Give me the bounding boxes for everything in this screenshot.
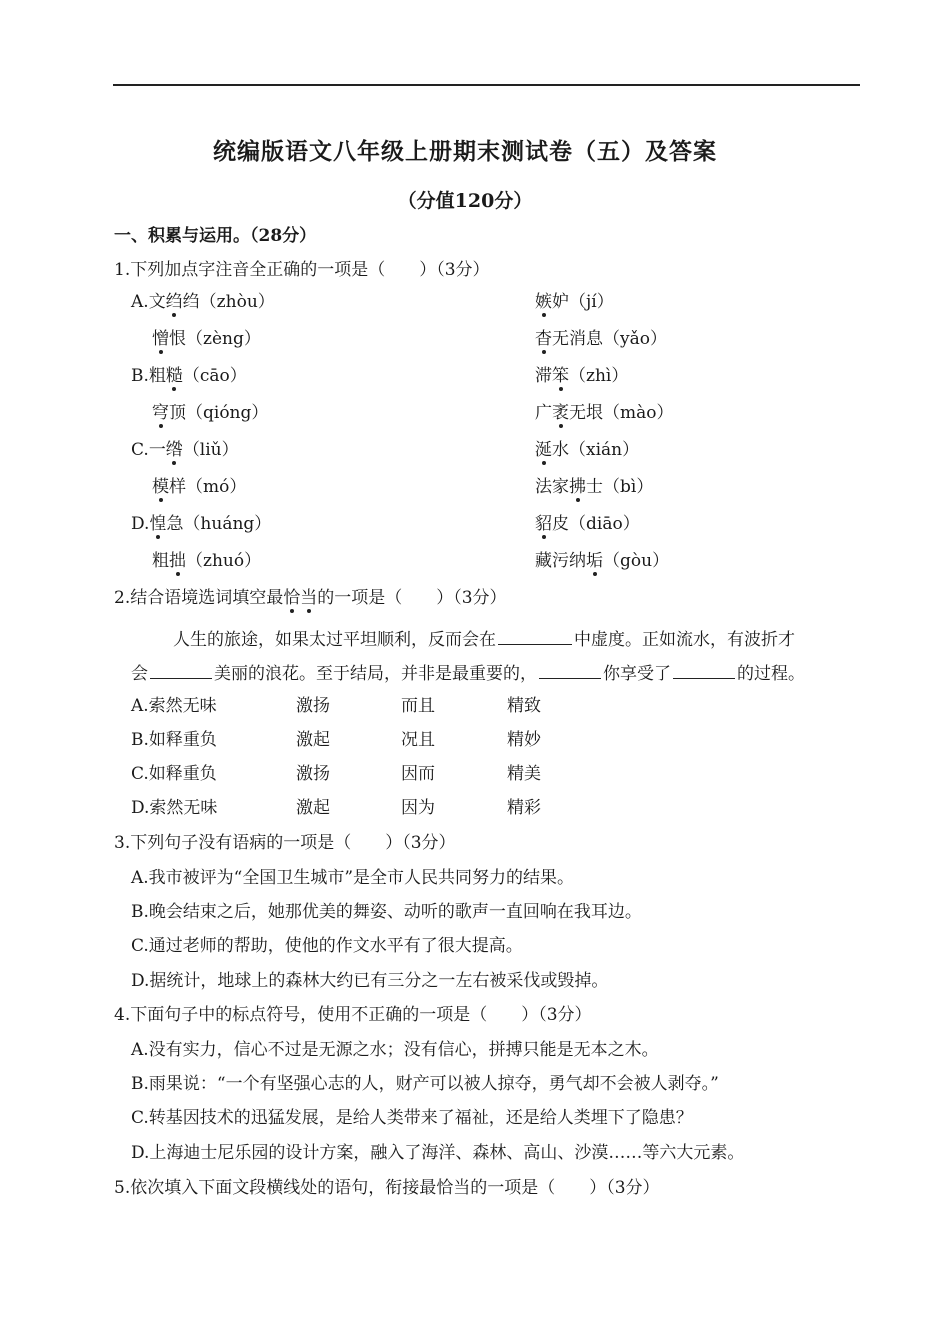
question-2-stem: 2.结合语境选词填空最恰当的一项是（ ）（3分） [114,588,507,608]
q1-option-d-right: 貂皮（diāo） [535,514,640,534]
q1-option-c-left: C.一绺（liǔ） [131,440,239,460]
q2-option-c-word2: 激扬 [296,764,330,784]
q4-option-a: A.没有实力，信心不过是无源之水；没有信心，拼搏只能是无本之木。 [131,1040,659,1060]
q2-passage-line2: 会 美丽的浪花。至于结局，并非是最重要的， 你享受了 的过程。 [131,660,805,686]
q1-option-d-left2: 粗拙（zhuó） [152,551,262,571]
q2-option-b-word2: 激起 [296,730,330,750]
q1-option-a-right2: 杳无消息（yǎo） [535,329,667,349]
q2-option-d-word4: 精彩 [507,798,541,818]
q4-option-b: B.雨果说：“一个有坚强心志的人，财产可以被人掠夺，勇气却不会被人剥夺。” [131,1074,719,1094]
blank-4[interactable] [673,660,735,679]
q1-option-b-right: 滞笨（zhì） [535,366,629,386]
q2-option-c-word3: 因而 [401,764,435,784]
q1-option-c-left2: 模样（mó） [152,477,247,497]
q3-option-c: C.通过老师的帮助，使他的作文水平有了很大提高。 [131,936,523,956]
question-3-stem: 3.下列句子没有语病的一项是（ ）（3分） [114,833,456,853]
q2-option-d-word3: 因为 [401,798,435,818]
q1-option-c-right2: 法家拂士（bì） [535,477,654,497]
q2-option-b-label: B.如释重负 [131,730,217,750]
q3-option-b: B.晚会结束之后，她那优美的舞姿、动听的歌声一直回响在我耳边。 [131,902,642,922]
header-rule [113,84,860,86]
q1-option-a-left2: 憎恨（zèng） [152,329,261,349]
q2-option-c-label: C.如释重负 [131,764,217,784]
q3-option-d: D.据统计，地球上的森林大约已有三分之一左右被采伐或毁掉。 [131,971,609,991]
blank-3[interactable] [539,660,601,679]
q2-option-d-word2: 激起 [296,798,330,818]
q2-option-a-word2: 激扬 [296,696,330,716]
q1-option-c-right: 涎水（xián） [535,440,640,460]
blank-1[interactable] [498,626,572,645]
q2-option-a-word4: 精致 [507,696,541,716]
q1-option-b-left: B.粗糙（cāo） [131,366,247,386]
question-5-stem: 5.依次填入下面文段横线处的语句，衔接最恰当的一项是（ ）（3分） [114,1178,660,1198]
q1-option-b-left2: 穹顶（qióng） [152,403,269,423]
question-1-stem: 1.下列加点字注音全正确的一项是（ ）（3分） [114,260,490,280]
q2-option-a-label: A.索然无味 [131,696,217,716]
q1-option-d-right2: 藏污纳垢（gòu） [535,551,670,571]
q4-option-d: D.上海迪士尼乐园的设计方案，融入了海洋、森林、高山、沙漠……等六大元素。 [131,1143,745,1163]
q2-passage-line1: 人生的旅途，如果太过平坦顺利，反而会在 中虚度。正如流水，有波折才 [173,626,795,652]
q4-option-c: C.转基因技术的迅猛发展，是给人类带来了福祉，还是给人类埋下了隐患？ [131,1108,693,1128]
page-title: 统编版语文八年级上册期末测试卷（五）及答案 [213,138,717,165]
q1-option-b-right2: 广袤无垠（mào） [535,403,674,423]
section-heading: 一、积累与运用。（28分） [114,226,317,246]
page-subtitle: （分值120分） [397,190,533,212]
q2-option-a-word3: 而且 [401,696,435,716]
blank-2[interactable] [150,660,212,679]
q2-option-b-word4: 精妙 [507,730,541,750]
question-4-stem: 4.下面句子中的标点符号，使用不正确的一项是（ ）（3分） [114,1005,592,1025]
q2-option-c-word4: 精美 [507,764,541,784]
q2-option-d-label: D.索然无味 [131,798,218,818]
q1-option-d-left: D.惶急（huáng） [131,514,272,534]
q3-option-a: A.我市被评为“全国卫生城市”是全市人民共同努力的结果。 [131,868,575,888]
q1-option-a-right: 嫉妒（jí） [535,292,614,312]
q1-option-a-left: A.文绉绉（zhòu） [131,292,275,312]
q2-option-b-word3: 况且 [401,730,435,750]
